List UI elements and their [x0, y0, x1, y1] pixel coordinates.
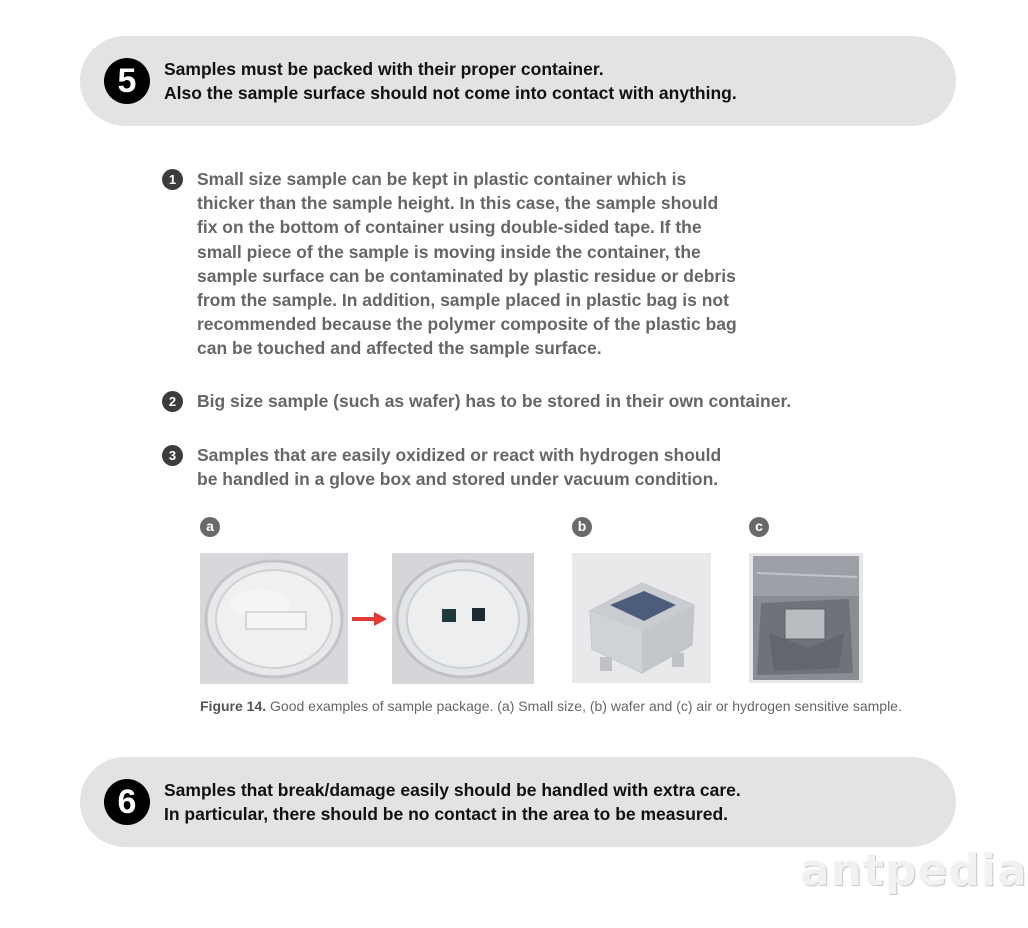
item-1-text: Small size sample can be kept in plastic container which is thicker than the sample height. In this case, the sample should fix on the bottom of container using double-sided tape. If the small piece of the sample is moving inside the container, the sample surface can be contaminated by plastic residue or debris from the sample. In addition, sample placed in plastic bag is not recommended because the polymer composite of the plastic bag can be touched and affected the sample surface. — [197, 169, 737, 359]
vacuum-bag-drawing — [749, 553, 863, 683]
photo-wafer-container — [572, 553, 711, 683]
section-5-heading — [164, 57, 737, 105]
photo-vacuum-bag — [749, 553, 863, 683]
arrow-right-icon — [352, 610, 388, 628]
item-1-number: 1 — [162, 169, 183, 190]
petri-dish-samples-drawing — [392, 553, 534, 684]
section-6-number: 6 — [104, 779, 150, 825]
photo-petri-dish-with-samples — [392, 553, 534, 684]
section-5-line-1: Samples must be packed with their proper container. — [164, 59, 604, 79]
item-3-text: Samples that are easily oxidized or react with hydrogen should be handled in a glove box and stored under vacuum condition. — [197, 445, 722, 490]
item-3-number: 3 — [162, 445, 183, 466]
item-2-text: Big size sample (such as wafer) has to be stored in their own container. — [197, 391, 792, 411]
figure-label-a: a — [200, 517, 220, 537]
section-6-line-2: In particular, there should be no contact in the area to be measured. — [164, 804, 729, 824]
figure-caption — [200, 698, 902, 714]
petri-dish-drawing — [200, 553, 348, 684]
antpedia-watermark-logo: antpedia — [800, 845, 1028, 896]
item-2-number: 2 — [162, 391, 183, 412]
figure-caption-label: Figure 14. — [200, 698, 267, 714]
section-5-line-2: Also the sample surface should not come into contact with anything. — [164, 83, 737, 103]
section-6-line-1: Samples that break/damage easily should be handled with extra care. — [164, 780, 741, 800]
figure-label-c: c — [749, 517, 769, 537]
section-5-banner — [80, 36, 956, 126]
section-6-banner — [80, 757, 956, 847]
wafer-container-drawing — [572, 553, 711, 683]
section-5-number: 5 — [104, 58, 150, 104]
figure-label-b: b — [572, 517, 592, 537]
section-6-heading — [164, 778, 741, 826]
photo-petri-dish-with-tape — [200, 553, 348, 684]
figure-caption-text: Good examples of sample package. (a) Small size, (b) wafer and (c) air or hydrogen sensitive sample. — [266, 698, 902, 714]
